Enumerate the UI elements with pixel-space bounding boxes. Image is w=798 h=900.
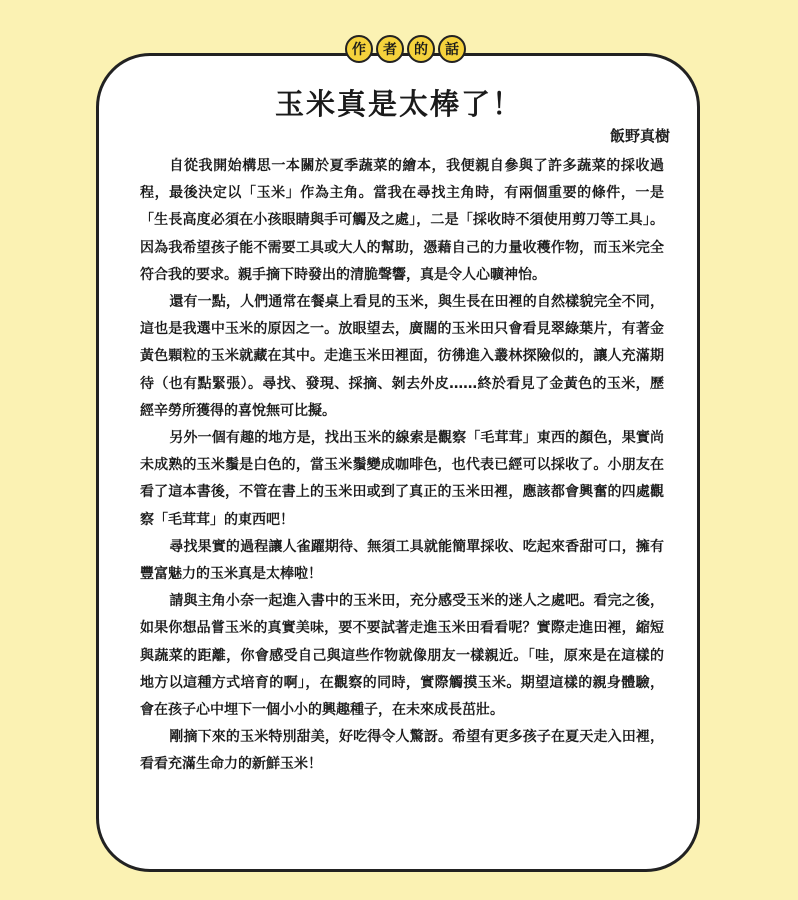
badge-char: 的 — [407, 35, 435, 63]
badge-char: 者 — [376, 35, 404, 63]
paragraph: 請與主角小奈一起進入書中的玉米田，充分感受玉米的迷人之處吧。看完之後，如果你想品嘗玉米的真實美味，要不要試著走進玉米田看看呢？實際走進田裡，縮短與蔬菜的距離，你會感受自己與這些作物就像朋友一樣親近。「哇，原來是在這樣的地方以這種方式培育的啊」，在觀察的同時，實際觸摸玉米。期望這樣的親身體驗，會在孩子心中埋下一個小小的興趣種子，在未來成長茁壯。 — [140, 593, 664, 719]
paragraph: 自從我開始構思一本關於夏季蔬菜的繪本，我便親自參與了許多蔬菜的採收過程，最後決定以「玉米」作為主角。當我在尋找主角時，有兩個重要的條件，一是「生長高度必須在小孩眼睛與手可觸及之處」，二是「採收時不須使用剪刀等工具」。因為我希望孩子能不需要工具或大人的幫助，憑藉自己的力量收穫作物，而玉米完全符合我的要求。親手摘下時發出的清脆聲響，真是令人心曠神怡。 — [140, 158, 664, 283]
section-badge — [345, 34, 466, 64]
paragraph: 剛摘下來的玉米特別甜美，好吃得令人驚訝。希望有更多孩子在夏天走入田裡，看看充滿生命力的新鮮玉米！ — [140, 729, 664, 773]
author-name: 飯野真樹 — [609, 127, 670, 145]
article-body — [140, 153, 664, 779]
badge-char: 話 — [438, 35, 466, 63]
paragraph: 尋找果實的過程讓人雀躍期待、無須工具就能簡單採收、吃起來香甜可口，擁有豐富魅力的玉米真是太棒啦！ — [140, 538, 664, 583]
badge-char: 作 — [345, 35, 373, 63]
paragraph: 還有一點，人們通常在餐桌上看見的玉米，與生長在田裡的自然樣貌完全不同，這也是我選中玉米的原因之一。放眼望去，廣闊的玉米田只會看見翠綠葉片，有著金黃色顆粒的玉米就藏在其中。走進玉米田裡面，彷彿進入叢林探險似的，讓人充滿期待（也有點緊張）。尋找、發現、採摘、剝去外皮……終於看見了金黃色的玉米，歷經辛勞所獲得的喜悅無可比擬。 — [140, 294, 664, 419]
page-title: 玉米真是太棒了！ — [274, 87, 523, 121]
paragraph: 另外一個有趣的地方是，找出玉米的線索是觀察「毛茸茸」東西的顏色，果實尚未成熟的玉米鬚是白色的，當玉米鬚變成咖啡色，也代表已經可以採收了。小朋友在看了這本書後，不管在書上的玉米田或到了真正的玉米田裡，應該都會興奮的四處觀察「毛茸茸」的東西吧！ — [140, 430, 664, 528]
